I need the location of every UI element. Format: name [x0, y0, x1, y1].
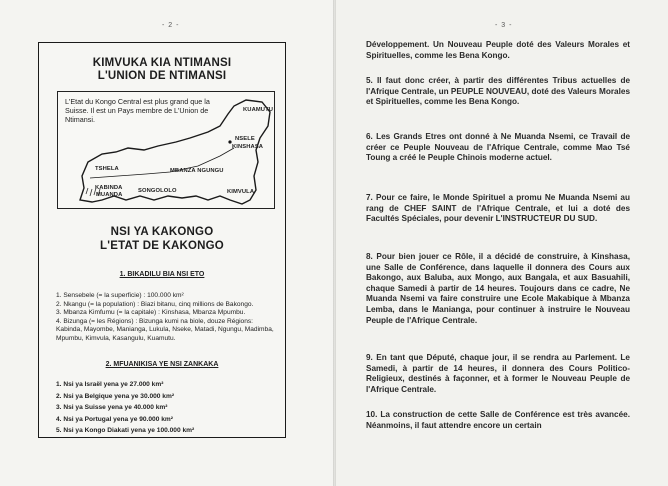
- section-1-list: [56, 292, 276, 344]
- paragraph-continuation: Développement. Un Nouveau Peuple doté des Valeurs Morales et Spirituelles, comme les Bena Kongo.: [366, 40, 630, 60]
- map-figure: [57, 91, 275, 209]
- paragraph-8: 8. Pour bien jouer ce Rôle, il a décidé de construire, à Kinshasa, une Salle de Conférence, dans laquelle il donnera des Cours aux Bakongo, aux Baluba, aux Mongo, aux Bangala, et aux Basuahili, chaque Samedi à partir de 14 heures. Toujours dans ce cadre, Ne Muanda Nsemi va faire construire une Ecole Makabique à Mbanza Lemba, dans le Manianga, pour continuer à instruire le Nouveau Peuple de l'Afrique Centrale.: [366, 252, 630, 325]
- list-item: 5. Nsi ya Kongo Diakati yena ye 100.000 km²: [56, 427, 195, 435]
- union-title: KIMVUKA KIA NTIMANSI: [92, 57, 232, 69]
- list-item: 1. Sensebele (= la superficie) : 100.000 km²: [56, 292, 184, 299]
- section-2-title: 2. MFUANIKISA YE NSI ZANKAKA: [105, 361, 219, 368]
- list-item: 1. Nsi ya Israël yena ye 27.000 km²: [56, 381, 164, 388]
- map-note: L'Etat du Kongo Central est plus grand que la Suisse. Il est un Pays membre de L'Union de Ntimansi.: [65, 97, 210, 124]
- list-item: 2. Nsi ya Belgique yena ye 30.000 km²: [56, 392, 175, 400]
- list-item: 3. Mbanza Kimfumu (= la capitale) : Kinshasa, Mbanza Mpumbu.: [56, 309, 246, 317]
- map-label-kimvula: KIMVULA: [227, 189, 255, 195]
- section-1-heading: [39, 271, 285, 278]
- map-label-tshela: TSHELA: [95, 166, 119, 172]
- list-item: 4. Bizunga (= les Régions) : Bizunga kumi na biole, douze Régions: Kabinda, Mayombe, Manianga, Lukula, Nseke, Matadi, Ngungu, Madimba, Mpumbu, Kimvula, Kasangulu, Kuamutu.: [56, 317, 274, 342]
- map-label-songololo: SONGOLOLO: [138, 188, 177, 194]
- info-box: [38, 42, 286, 438]
- kakongo-title: NSI YA KAKONGO: [110, 226, 214, 238]
- list-item: 4. Nsi ya Portugal yena ye 90.000 km²: [56, 415, 173, 423]
- section-1-title: 1. BIKADILU BIA NSI ETO: [119, 271, 205, 278]
- section-2-heading: [39, 361, 285, 368]
- map-label-kabinda: KABINDA: [95, 185, 123, 191]
- map-label-kinshasa: KINSHASA: [232, 144, 264, 150]
- map-label-nsele: NSELE: [235, 136, 255, 142]
- list-item: 3. Nsi ya Suisse yena ye 40.000 km²: [56, 404, 168, 412]
- paragraph-6: 6. Les Grands Etres ont donné à Ne Muanda Nsemi, ce Travail de créer ce Peuple Nouveau de l'Afrique Centrale, comme Mao Tsé Toung a créé le Peuple Chinois moderne actuel.: [366, 132, 630, 163]
- paragraph-5: 5. Il faut donc créer, à partir des différentes Tribus actuelles de l'Afrique Centrale, un PEUPLE NOUVEAU, doté des Valeurs Morales et Spirituelles, comme les Bena Kongo.: [366, 76, 630, 107]
- page-number-left: - 2 -: [162, 22, 180, 29]
- section-2-list: [56, 379, 276, 437]
- map-label-muanda: MUANDA: [96, 192, 123, 198]
- paragraph-10: 10. La construction de cette Salle de Conférence est très avancée. Néanmoins, il faut attendre encore un certain: [366, 410, 630, 430]
- page-number-right: - 3 -: [495, 22, 513, 29]
- paragraph-9: 9. En tant que Député, chaque jour, il se rendra au Parlement. Le Samedi, à partir de 14 heures, il donnera des Cours Politico-Religieux, destinés à façonner, et à former le Nouveau Peuple de l'Afrique Centrale.: [366, 353, 630, 394]
- union-subtitle: L'UNION DE NTIMANSI: [97, 70, 227, 82]
- kakongo-subtitle: L'ETAT DE KAKONGO: [100, 240, 224, 252]
- paragraph-7: 7. Pour ce faire, le Monde Spirituel a promu Ne Muanda Nsemi au rang de CHEF SAINT de l'Afrique Centrale, et lui a doté des Facultés Spéciales, pour devenir L'INSTRUCTEUR DU SUD.: [366, 193, 630, 224]
- map-label-kuamutu: KUAMUTU: [243, 107, 274, 113]
- map-label-mbanza-ngungu: MBANZA NGUNGU: [170, 168, 224, 174]
- list-item: 2. Nkangu (= la population) : Biazi bitanu, cinq millions de Bakongo.: [56, 300, 254, 308]
- page-fold: [333, 0, 336, 486]
